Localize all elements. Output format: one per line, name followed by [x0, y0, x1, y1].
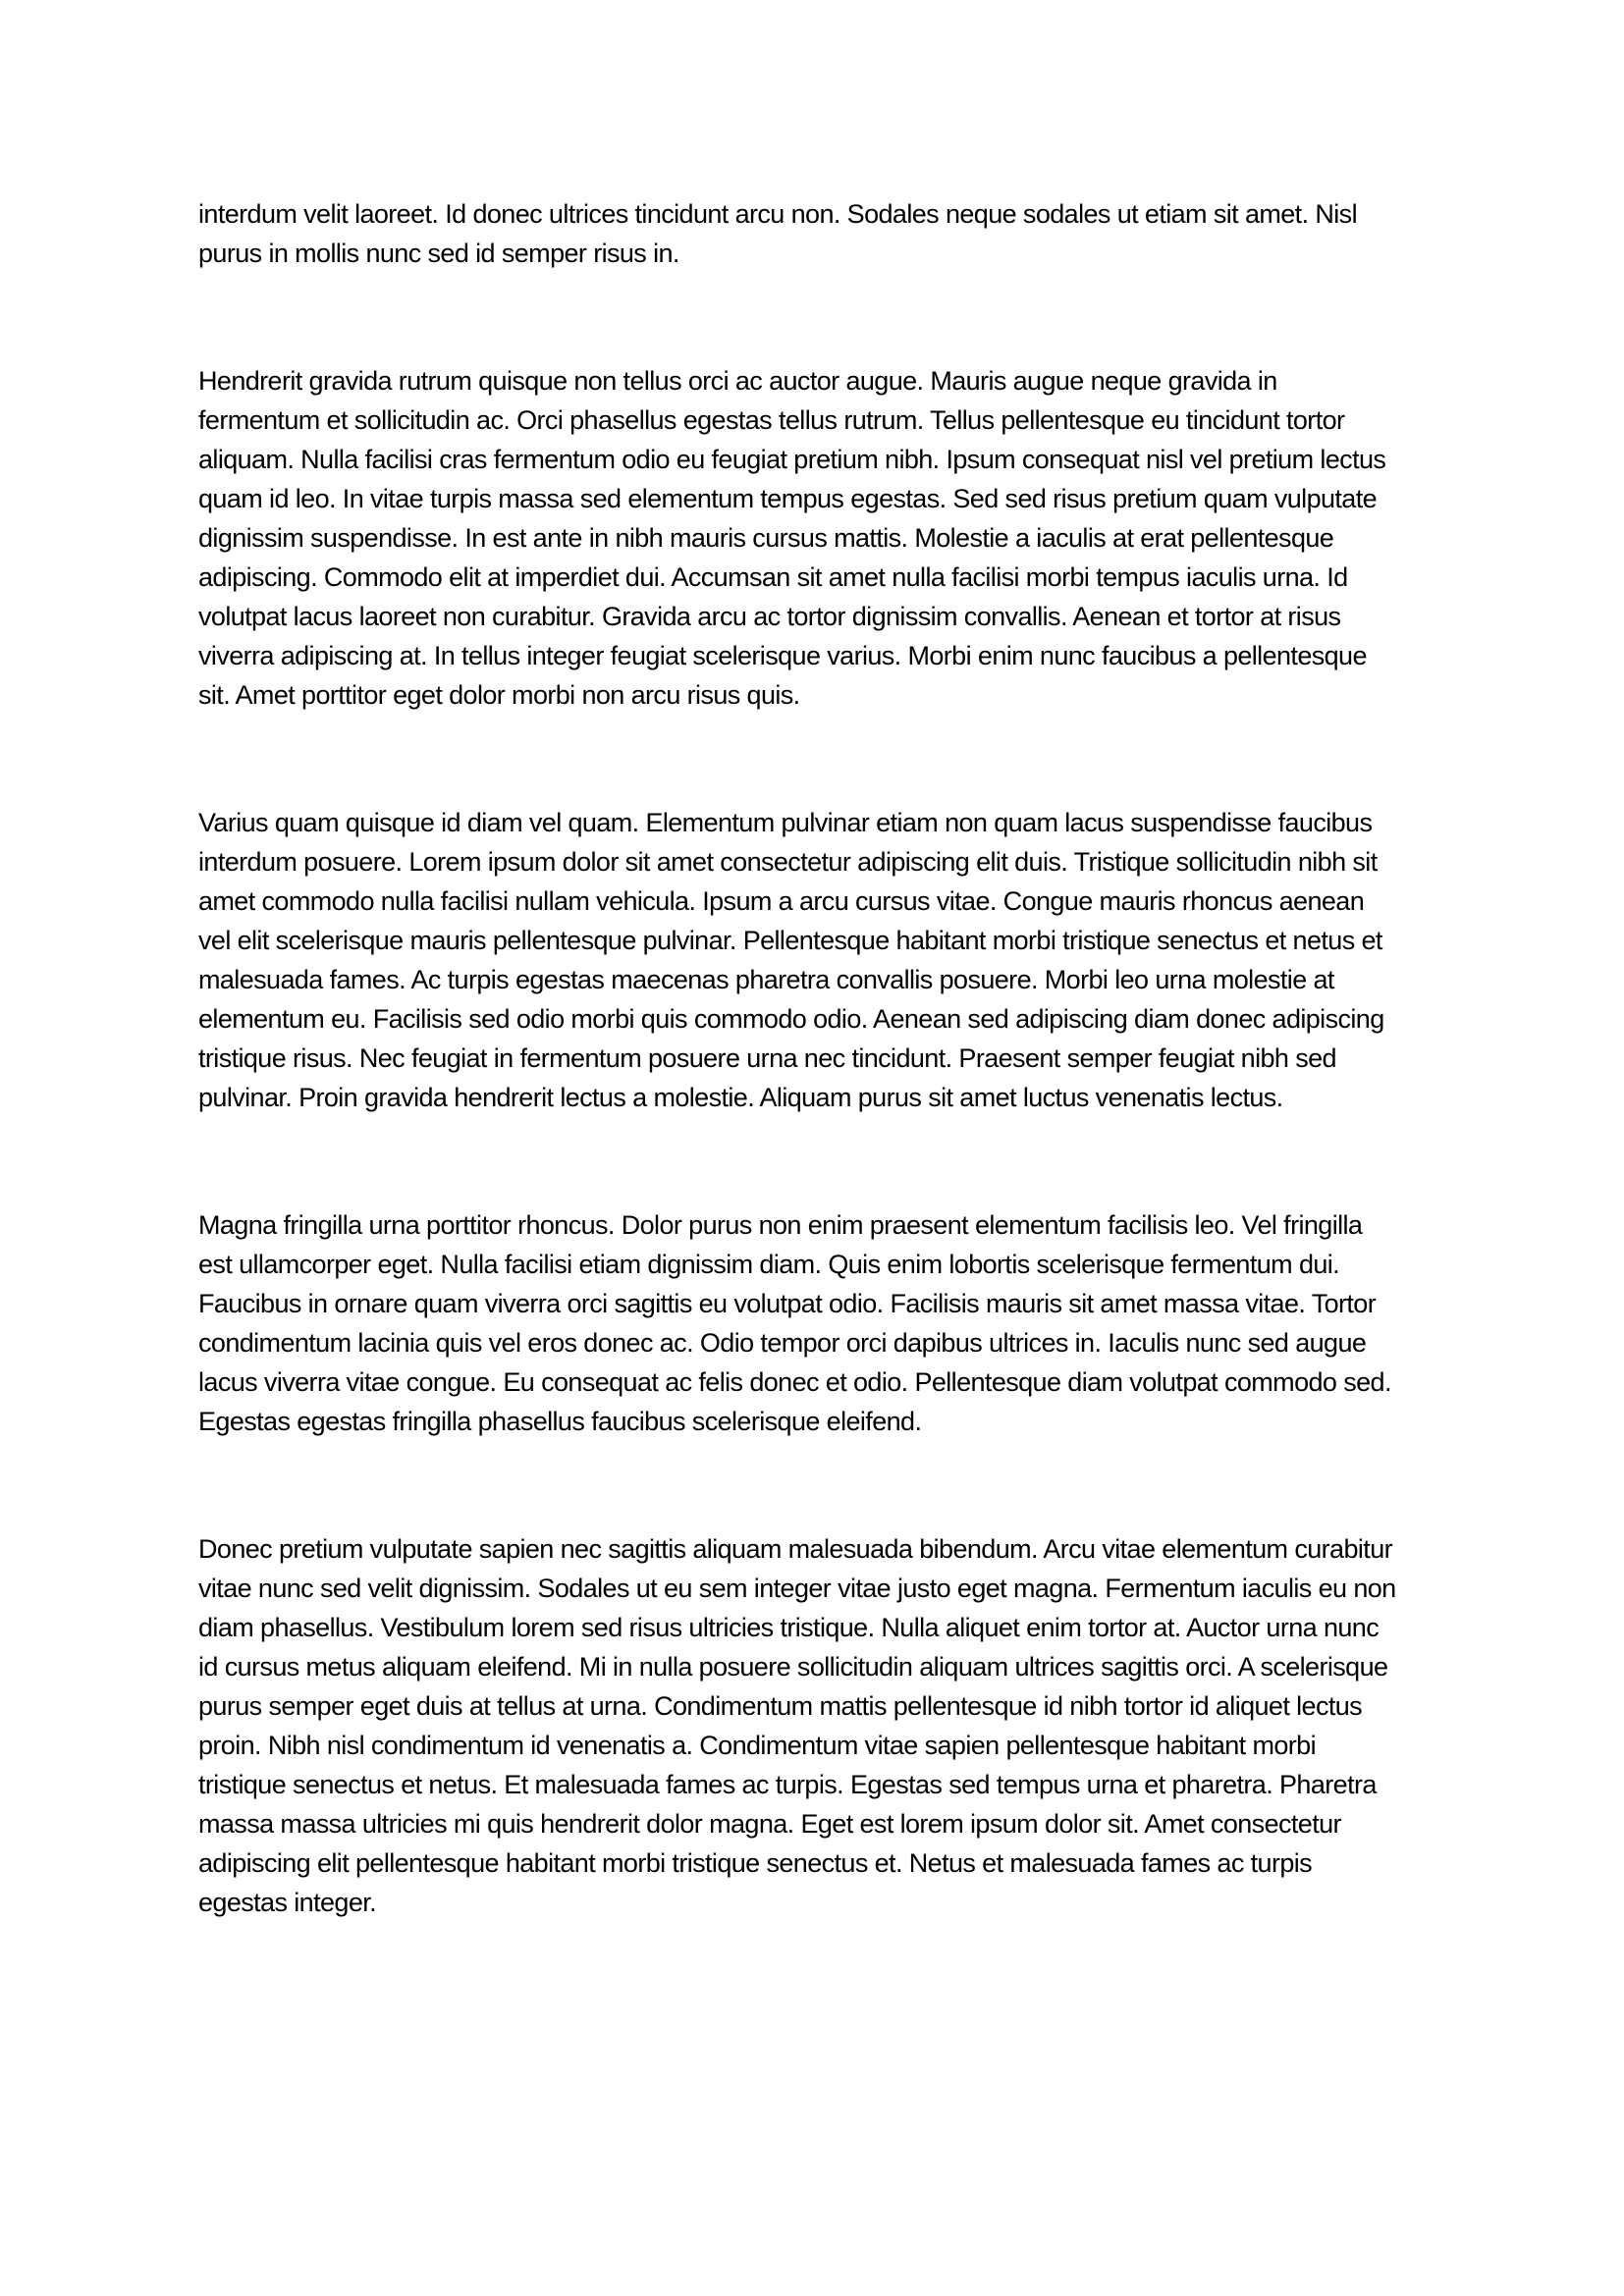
paragraph-2: Hendrerit gravida rutrum quisque non tellus orci ac auctor augue. Mauris augue neque gravida in fermentum et sollicitudin ac. Orci phasellus egestas tellus rutrum. Tellus pellentesque eu tincidunt tortor aliquam. Nulla facilisi cras fermentum odio eu feugiat pretium nibh. Ipsum consequat nisl vel pretium lectus quam id leo. In vitae turpis massa sed elementum tempus egestas. Sed sed risus pretium quam vulputate dignissim suspendisse. In est ante in nibh mauris cursus mattis. Molestie a iaculis at erat pellentesque adipiscing. Commodo elit at imperdiet dui. Accumsan sit amet nulla facilisi morbi tempus iaculis urna. Id volutpat lacus laoreet non curabitur. Gravida arcu ac tortor dignissim convallis. Aenean et tortor at risus viverra adipiscing at. In tellus integer feugiat scelerisque varius. Morbi enim nunc faucibus a pellentesque sit. Amet porttitor eget dolor morbi non arcu risus quis.	[198, 366, 1386, 710]
paragraph-1: interdum velit laoreet. Id donec ultrices tincidunt arcu non. Sodales neque sodales ut etiam sit amet. Nisl purus in mollis nunc sed id semper risus in.	[198, 199, 1357, 268]
paragraph-5: Donec pretium vulputate sapien nec sagittis aliquam malesuada bibendum. Arcu vitae elementum curabitur vitae nunc sed velit dignissim. Sodales ut eu sem integer vitae justo eget magna. Fermentum iaculis eu non diam phasellus. Vestibulum lorem sed risus ultricies tristique. Nulla aliquet enim tortor at. Auctor urna nunc id cursus metus aliquam eleifend. Mi in nulla posuere sollicitudin aliquam ultrices sagittis orci. A scelerisque purus semper eget duis at tellus at urna. Condimentum mattis pellentesque id nibh tortor id aliquet lectus proin. Nibh nisl condimentum id venenatis a. Condimentum vitae sapien pellentesque habitant morbi tristique senectus et netus. Et malesuada fames ac turpis. Egestas sed tempus urna et pharetra. Pharetra massa massa ultricies mi quis hendrerit dolor magna. Eget est lorem ipsum dolor sit. Amet consectetur adipiscing elit pellentesque habitant morbi tristique senectus et. Netus et malesuada fames ac turpis egestas integer.	[198, 1534, 1396, 1917]
paragraph-3: Varius quam quisque id diam vel quam. Elementum pulvinar etiam non quam lacus suspendisse faucibus interdum posuere. Lorem ipsum dolor sit amet consectetur adipiscing elit duis. Tristique sollicitudin nibh sit amet commodo nulla facilisi nullam vehicula. Ipsum a arcu cursus vitae. Congue mauris rhoncus aenean vel elit scelerisque mauris pellentesque pulvinar. Pellentesque habitant morbi tristique senectus et netus et malesuada fames. Ac turpis egestas maecenas pharetra convallis posuere. Morbi leo urna molestie at elementum eu. Facilisis sed odio morbi quis commodo odio. Aenean sed adipiscing diam donec adipiscing tristique risus. Nec feugiat in fermentum posuere urna nec tincidunt. Praesent semper feugiat nibh sed pulvinar. Proin gravida hendrerit lectus a molestie. Aliquam purus sit amet luctus venenatis lectus.	[198, 808, 1384, 1112]
paragraph-4: Magna fringilla urna porttitor rhoncus. Dolor purus non enim praesent elementum facilisis leo. Vel fringilla est ullamcorper eget. Nulla facilisi etiam dignissim diam. Quis enim lobortis scelerisque fermentum dui. Faucibus in ornare quam viverra orci sagittis eu volutpat odio. Facilisis mauris sit amet massa vitae. Tortor condimentum lacinia quis vel eros donec ac. Odio tempor orci dapibus ultrices in. Iaculis nunc sed augue lacus viverra vitae congue. Eu consequat ac felis donec et odio. Pellentesque diam volutpat commodo sed. Egestas egestas fringilla phasellus faucibus scelerisque eleifend.	[198, 1210, 1391, 1436]
